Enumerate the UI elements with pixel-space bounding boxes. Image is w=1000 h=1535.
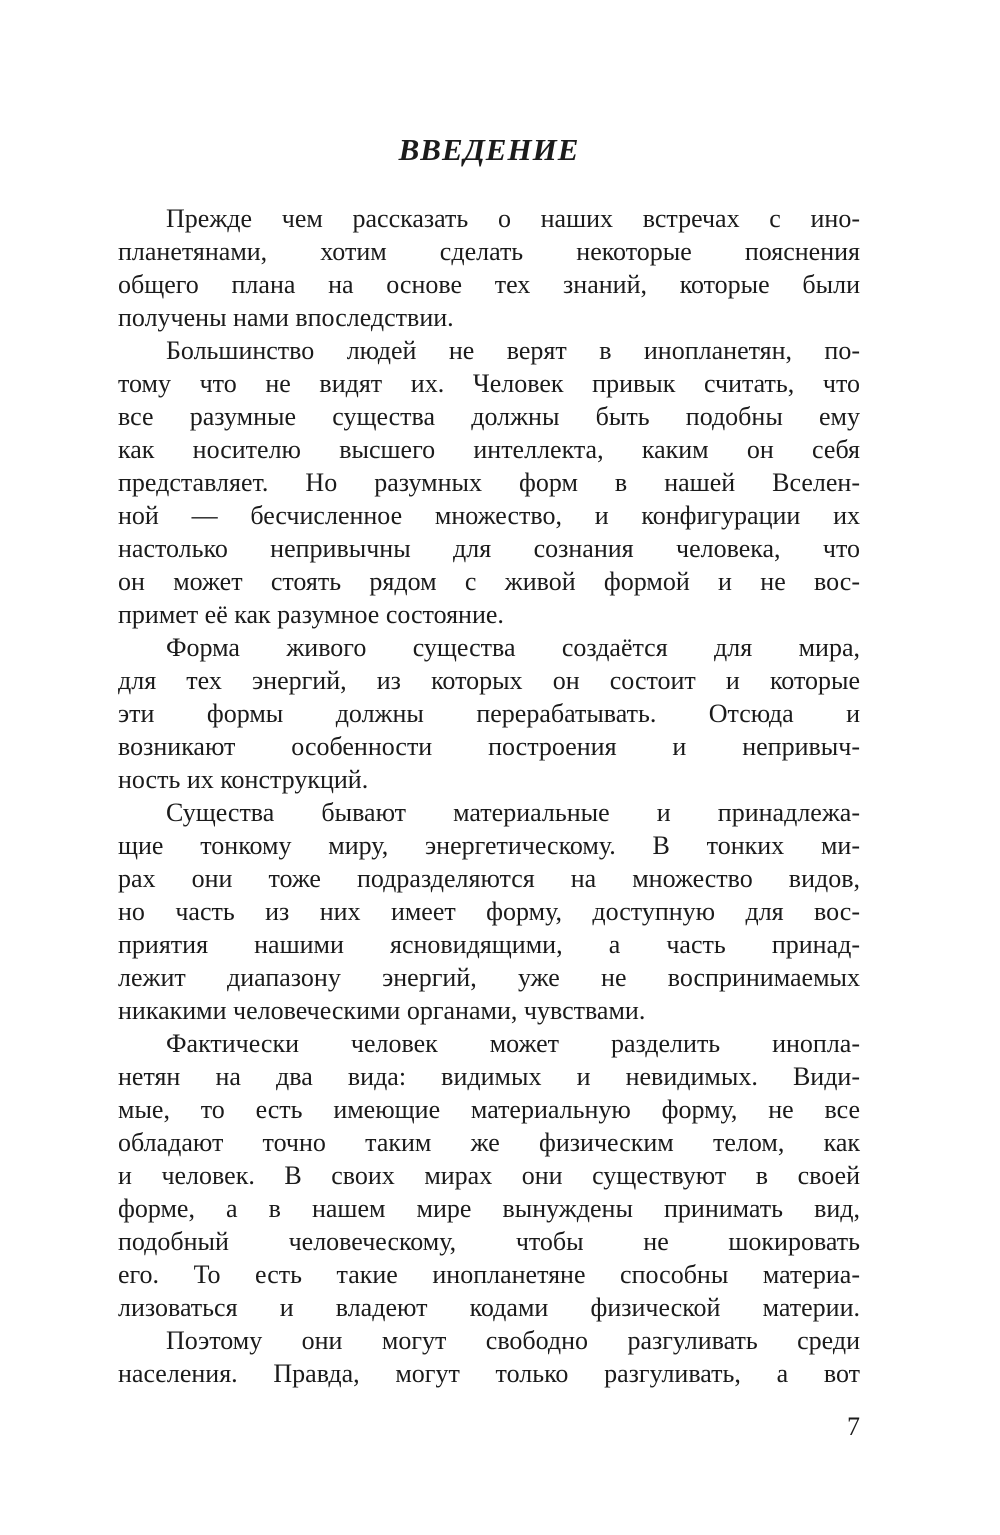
text-line: общего плана на основе тех знаний, которые были [118, 270, 860, 299]
text-line: все разумные существа должны быть подобны ему [118, 402, 860, 431]
text-line: населения. Правда, могут только разгуливать, а вот [118, 1359, 860, 1388]
text-line: эти формы должны перерабатывать. Отсюда и [118, 699, 860, 728]
paragraph [118, 1324, 860, 1390]
text-line: он может стоять рядом с живой формой и не вос- [118, 567, 860, 596]
text-line: лежит диапазону энергий, уже не воспринимаемых [118, 963, 860, 992]
paragraph [118, 202, 860, 334]
text-line: представляет. Но разумных форм в нашей Вселен- [118, 468, 860, 497]
paragraph [118, 334, 860, 631]
text-line: Существа бывают материальные и принадлежа- [166, 798, 860, 827]
text-line: примет её как разумное состояние. [118, 600, 504, 629]
text-line: настолько непривычны для сознания человека, что [118, 534, 860, 563]
text-line: возникают особенности построения и непривыч- [118, 732, 860, 761]
text-line: ной — бесчисленное множество, и конфигурации их [118, 501, 860, 530]
text-line: но часть из них имеет форму, доступную для вос- [118, 897, 860, 926]
text-line: приятия нашими ясновидящими, а часть принад- [118, 930, 860, 959]
paragraph [118, 631, 860, 796]
text-line: нетян на два вида: видимых и невидимых. Види- [118, 1062, 860, 1091]
text-line: мые, то есть имеющие материальную форму, не все [118, 1095, 860, 1124]
text-line: планетянами, хотим сделать некоторые пояснения [118, 237, 860, 266]
text-line: Фактически человек может разделить инопла- [166, 1029, 860, 1058]
text-line: щие тонкому миру, энергетическому. В тонких ми- [118, 831, 860, 860]
text-line: никакими человеческими органами, чувствами. [118, 996, 646, 1025]
text-line: рах они тоже подразделяются на множество видов, [118, 864, 860, 893]
text-line: подобный человеческому, чтобы не шокировать [118, 1227, 860, 1256]
page-title: ВВЕДЕНИЕ [398, 132, 580, 167]
text-line: форме, а в нашем мире вынуждены принимать вид, [118, 1194, 860, 1223]
text-line: обладают точно таким же физическим телом, как [118, 1128, 860, 1157]
text-line: его. То есть такие инопланетяне способны материа- [118, 1260, 860, 1289]
text-line: как носителю высшего интеллекта, каким он себя [118, 435, 860, 464]
text-column [118, 132, 860, 1390]
text-line: ность их конструкций. [118, 765, 369, 794]
text-line: Большинство людей не верят в инопланетян, по- [166, 336, 860, 365]
text-line: для тех энергий, из которых он состоит и которые [118, 666, 860, 695]
page-body [118, 202, 860, 1390]
text-line: Форма живого существа создаётся для мира, [166, 633, 860, 662]
text-line: Прежде чем рассказать о наших встречах с ино- [166, 204, 860, 233]
page-number: 7 [847, 1412, 860, 1441]
text-line: тому что не видят их. Человек привык считать, что [118, 369, 860, 398]
text-line: Поэтому они могут свободно разгуливать среди [166, 1326, 860, 1355]
text-line: получены нами впоследствии. [118, 303, 454, 332]
paragraph [118, 1027, 860, 1324]
text-line: лизоваться и владеют кодами физической материи. [118, 1293, 860, 1322]
text-line: и человек. В своих мирах они существуют в своей [118, 1161, 860, 1190]
paragraph [118, 796, 860, 1027]
